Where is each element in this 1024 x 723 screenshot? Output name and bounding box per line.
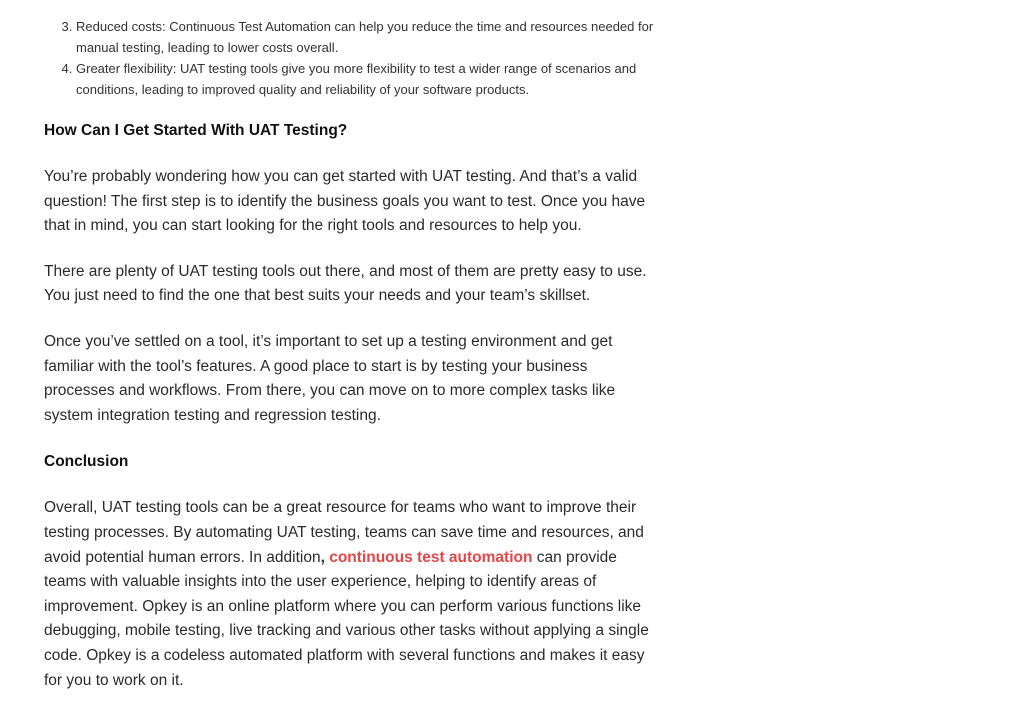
- paragraph: There are plenty of UAT testing tools out there, and most of them are pretty easy to use. You just need to find the one that best suits your needs and your team’s skillset.: [44, 262, 647, 305]
- list-item: 4. Greater flexibility: UAT testing tools give you more flexibility to test a wider range of scenarios and conditions, leading to improved quality and reliability of your software products.: [76, 58, 659, 100]
- conclusion-text-end: can provide teams with valuable insights into the user experience, helping to identify areas of improvement. Opkey is an online platform where you can perform various functions like debugging, mobile testing, live tracking and various other tasks without applying a single code. Opkey is a codeless automated platform with several functions and makes it easy for you to work on it.: [44, 548, 649, 689]
- section-heading-conclusion: Conclusion: [44, 453, 129, 471]
- comma: ,: [320, 548, 325, 566]
- article-content: [44, 16, 659, 693]
- conclusion-text-start: Overall, UAT testing tools can be a great resource for teams who want to improve their testing processes. By automating UAT testing, teams can save time and resources, and avoid potential human errors. In addition: [44, 499, 644, 566]
- section-heading-get-started: How Can I Get Started With UAT Testing?: [44, 122, 348, 139]
- continuous-test-automation-link[interactable]: continuous test automation: [329, 548, 533, 566]
- conclusion-paragraph: [44, 496, 659, 693]
- paragraph: You’re probably wondering how you can get started with UAT testing. And that’s a valid question! The first step is to identify the business goals you want to test. Once you have that in mind, you can start looking for the right tools and resources to help you.: [44, 168, 646, 235]
- benefits-list: [44, 16, 659, 100]
- paragraph: Once you’ve settled on a tool, it’s important to set up a testing environment and get familiar with the tool’s features. A good place to start is by testing your business processes and workflows. From there, you can move on to more complex tasks like system integration testing and regression testing.: [44, 332, 616, 424]
- list-item: 3. Reduced costs: Continuous Test Automation can help you reduce the time and resources needed for manual testing, leading to lower costs overall.: [76, 16, 659, 58]
